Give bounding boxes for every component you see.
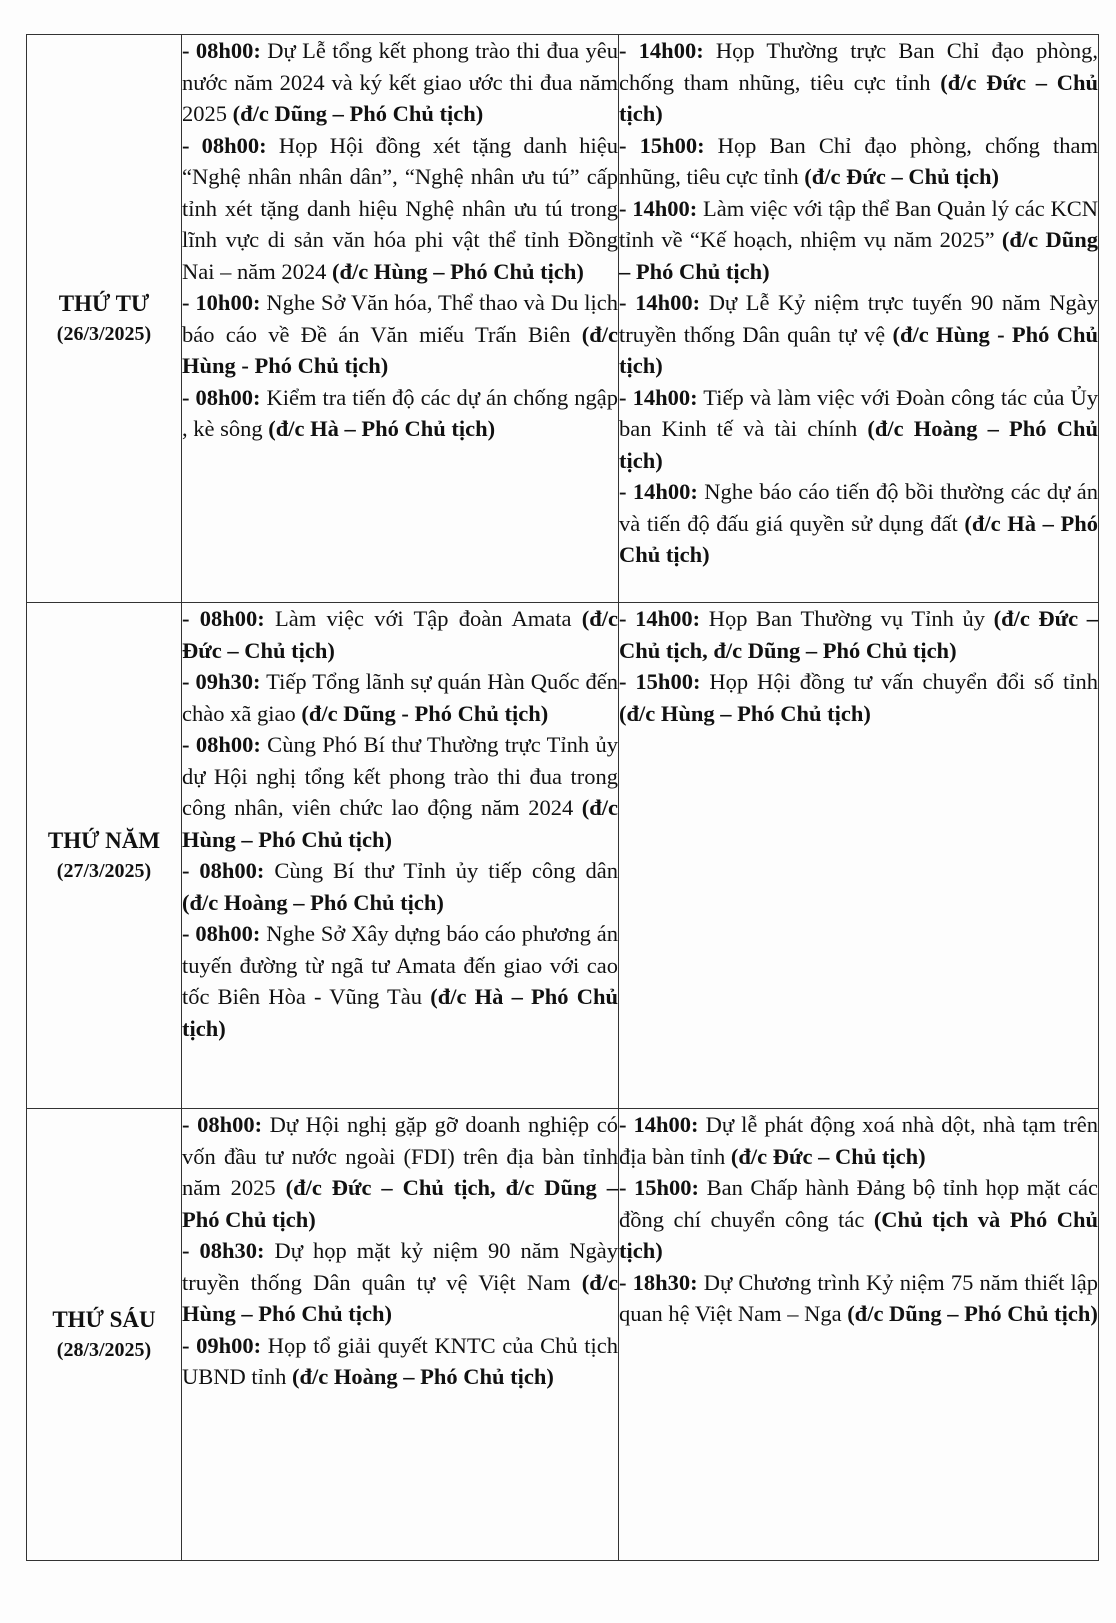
event-person: (đ/c Hoàng – Phó Chủ tịch) bbox=[182, 889, 444, 915]
event-text: Họp Ban Thường vụ Tỉnh ủy bbox=[700, 606, 994, 631]
event-time: - 14h00: bbox=[619, 1112, 699, 1137]
day-name: THỨ NĂM bbox=[47, 827, 161, 853]
event-time: - 08h00: bbox=[182, 384, 261, 410]
event-item bbox=[182, 1330, 618, 1393]
event-time: - 15h00: bbox=[619, 1175, 700, 1200]
event-item bbox=[182, 382, 618, 445]
event-text: Cùng Bí thư Tỉnh ủy tiếp công dân bbox=[264, 858, 619, 883]
day-cell bbox=[27, 1109, 182, 1561]
event-person: (đ/c Đức – Chủ tịch) bbox=[619, 69, 1098, 126]
event-time: - 18h30: bbox=[619, 1269, 698, 1295]
event-person: (đ/c Đức – Chủ tịch, đ/c Dũng – Phó Chủ tịch) bbox=[619, 606, 1099, 663]
event-person: (đ/c Hoàng – Phó Chủ tịch) bbox=[292, 1364, 554, 1389]
event-item bbox=[619, 130, 1098, 193]
event-item bbox=[619, 1109, 1098, 1172]
event-text: Nghe Sở Xây dựng báo cáo phương án tuyến đường từ ngã tư Amata đến giao với cao tốc Biên Hòa - Vũng Tàu bbox=[182, 921, 618, 1009]
event-person: (đ/c Hùng – Phó Chủ tịch) bbox=[619, 700, 871, 726]
event-item bbox=[619, 666, 1098, 729]
event-person: (đ/c Dũng – Phó Chủ tịch) bbox=[232, 101, 484, 126]
event-person: (đ/c Đức – Chủ tịch) bbox=[182, 606, 618, 663]
event-time: - 15h00: bbox=[619, 132, 705, 158]
day-cell bbox=[27, 35, 182, 603]
day-name: THỨ TƯ bbox=[58, 290, 150, 316]
day-name: THỨ SÁU bbox=[52, 1306, 156, 1332]
day-date: (26/3/2025) bbox=[56, 322, 152, 345]
event-time: - 14h00: bbox=[619, 38, 704, 63]
event-person: (đ/c Hà – Phó Chủ tịch) bbox=[182, 984, 618, 1041]
event-text: Họp Hội đồng xét tặng danh hiệu “Nghệ nhân nhân dân”, “Nghệ nhân ưu tú” cấp tỉnh xét tặng danh hiệu Nghệ nhân ưu tú trong lĩnh vực di sản văn hóa phi vật thể tỉnh Đồng Nai – năm 2024 bbox=[182, 132, 619, 284]
event-item bbox=[182, 35, 618, 130]
event-person: (đ/c Dũng – Phó Chủ tịch) bbox=[619, 227, 1098, 284]
event-person: (đ/c Hùng – Phó Chủ tịch) bbox=[331, 258, 584, 284]
event-item bbox=[182, 130, 618, 288]
event-item bbox=[619, 287, 1098, 382]
event-item bbox=[182, 855, 618, 918]
event-item bbox=[619, 1172, 1098, 1267]
event-time: - 10h00: bbox=[182, 290, 261, 315]
schedule-row-thursday bbox=[27, 603, 1099, 1109]
event-item bbox=[619, 193, 1098, 288]
event-time: - 08h00: bbox=[182, 858, 265, 883]
event-text: Dự Hội nghị gặp gỡ doanh nghiệp có vốn đầu tư nước ngoài (FDI) trên địa bàn tỉnh năm 2025 bbox=[182, 1112, 618, 1200]
event-person: (đ/c Dũng - Phó Chủ tịch) bbox=[301, 700, 549, 726]
event-text: Dự lễ phát động xoá nhà dột, nhà tạm trên địa bàn tỉnh bbox=[619, 1112, 1098, 1169]
schedule-table bbox=[26, 34, 1099, 1561]
event-time: - 08h00: bbox=[182, 921, 261, 946]
schedule-row-friday bbox=[27, 1109, 1099, 1561]
event-time: - 08h00: bbox=[182, 38, 261, 63]
event-time: - 08h00: bbox=[182, 1112, 263, 1137]
event-item bbox=[619, 1267, 1098, 1330]
event-item bbox=[182, 729, 618, 855]
event-text: Họp tổ giải quyết KNTC của Chủ tịch UBND tỉnh bbox=[182, 1332, 619, 1389]
event-person: (đ/c Hà – Phó Chủ tịch) bbox=[619, 510, 1098, 567]
event-time: - 08h00: bbox=[182, 732, 261, 757]
event-time: - 14h00: bbox=[619, 195, 698, 221]
event-text: Tiếp và làm việc với Đoàn công tác của Ủy ban Kinh tế và tài chính bbox=[619, 384, 1098, 441]
event-item bbox=[619, 476, 1098, 571]
event-text: Dự họp mặt kỷ niệm 90 năm Ngày truyền thống Dân quân tự vệ Việt Nam bbox=[182, 1238, 618, 1295]
event-time: - 08h00: bbox=[182, 132, 267, 158]
schedule-row-wednesday bbox=[27, 35, 1099, 603]
event-person: (đ/c Đức – Chủ tịch, đ/c Dũng – Phó Chủ tịch) bbox=[182, 1175, 618, 1232]
event-person: (đ/c Hùng - Phó Chủ tịch) bbox=[619, 321, 1098, 378]
event-person: (đ/c Hùng - Phó Chủ tịch) bbox=[182, 321, 618, 378]
morning-events bbox=[182, 35, 619, 603]
event-text: Dự Lễ tổng kết phong trào thi đua yêu nước năm 2024 và ký kết giao ước thi đua năm 2025 bbox=[182, 38, 618, 126]
event-time: - 14h00: bbox=[619, 384, 698, 410]
event-time: - 09h30: bbox=[182, 669, 261, 694]
event-time: - 08h30: bbox=[182, 1238, 265, 1263]
event-text: Làm việc với Tập đoàn Amata bbox=[264, 606, 582, 631]
day-date: (27/3/2025) bbox=[56, 859, 152, 882]
event-text: Cùng Phó Bí thư Thường trực Tỉnh ủy dự Hội nghị tổng kết phong trào thi đua trong công nhân, viên chức lao động năm 2024 bbox=[182, 732, 618, 820]
event-item bbox=[619, 35, 1098, 130]
event-text: Ban Chấp hành Đảng bộ tỉnh họp mặt các đồng chí chuyển công tác bbox=[619, 1175, 1099, 1232]
event-text: Họp Ban Chỉ đạo phòng, chống tham nhũng, tiêu cực tỉnh bbox=[619, 132, 1099, 189]
event-text: Dự Chương trình Kỷ niệm 75 năm thiết lập quan hệ Việt Nam – Nga bbox=[619, 1269, 1098, 1326]
event-person: (Chủ tịch và Phó Chủ tịch) bbox=[619, 1206, 1099, 1263]
event-time: - 14h00: bbox=[619, 479, 698, 504]
afternoon-events bbox=[619, 35, 1099, 603]
event-item bbox=[182, 287, 618, 382]
event-time: - 15h00: bbox=[619, 669, 701, 694]
event-person: (đ/c Đức – Chủ tịch) bbox=[730, 1143, 926, 1169]
event-text: Tiếp Tổng lãnh sự quán Hàn Quốc đến chào xã giao bbox=[182, 669, 618, 726]
event-item bbox=[619, 382, 1098, 477]
event-text: Họp Thường trực Ban Chỉ đạo phòng, chống tham nhũng, tiêu cực tỉnh bbox=[619, 38, 1099, 95]
event-text: Họp Hội đồng tư vấn chuyển đổi số tỉnh bbox=[700, 669, 1098, 694]
morning-events bbox=[182, 603, 619, 1109]
afternoon-events bbox=[619, 603, 1099, 1109]
event-time: - 14h00: bbox=[619, 606, 701, 631]
event-person: (đ/c Đức – Chủ tịch) bbox=[804, 164, 1000, 189]
event-person: (đ/c Hùng – Phó Chủ tịch) bbox=[182, 795, 618, 852]
afternoon-events bbox=[619, 1109, 1099, 1561]
event-time: - 09h00: bbox=[182, 1332, 262, 1358]
event-text: Dự Lễ Kỷ niệm trực tuyến 90 năm Ngày truyền thống Dân quân tự vệ bbox=[619, 290, 1098, 347]
event-time: - 08h00: bbox=[182, 606, 265, 631]
event-item bbox=[182, 666, 618, 729]
event-item bbox=[182, 1235, 618, 1330]
event-text: Nghe báo cáo tiến độ bồi thường các dự án và tiến độ đấu giá quyền sử dụng đất bbox=[619, 479, 1099, 536]
event-item bbox=[182, 918, 618, 1044]
day-cell bbox=[27, 603, 182, 1109]
event-text: Kiểm tra tiến độ các dự án chống ngập , kè sông bbox=[182, 384, 619, 441]
event-person: (đ/c Hoàng – Phó Chủ tịch) bbox=[619, 416, 1098, 473]
event-person: (đ/c Hùng – Phó Chủ tịch) bbox=[182, 1269, 618, 1326]
event-person: (đ/c Hà – Phó Chủ tịch) bbox=[268, 416, 496, 441]
event-person: (đ/c Dũng – Phó Chủ tịch) bbox=[847, 1301, 1098, 1326]
event-item bbox=[619, 603, 1098, 666]
morning-events bbox=[182, 1109, 619, 1561]
day-date: (28/3/2025) bbox=[56, 1338, 152, 1361]
event-time: - 14h00: bbox=[619, 290, 701, 315]
event-text: Nghe Sở Văn hóa, Thể thao và Du lịch báo cáo về Đề án Văn miếu Trấn Biên bbox=[182, 290, 618, 347]
event-text: Làm việc với tập thể Ban Quản lý các KCN tỉnh về “Kế hoạch, nhiệm vụ năm 2025” bbox=[619, 195, 1099, 252]
event-item bbox=[182, 1109, 618, 1235]
event-item bbox=[182, 603, 618, 666]
